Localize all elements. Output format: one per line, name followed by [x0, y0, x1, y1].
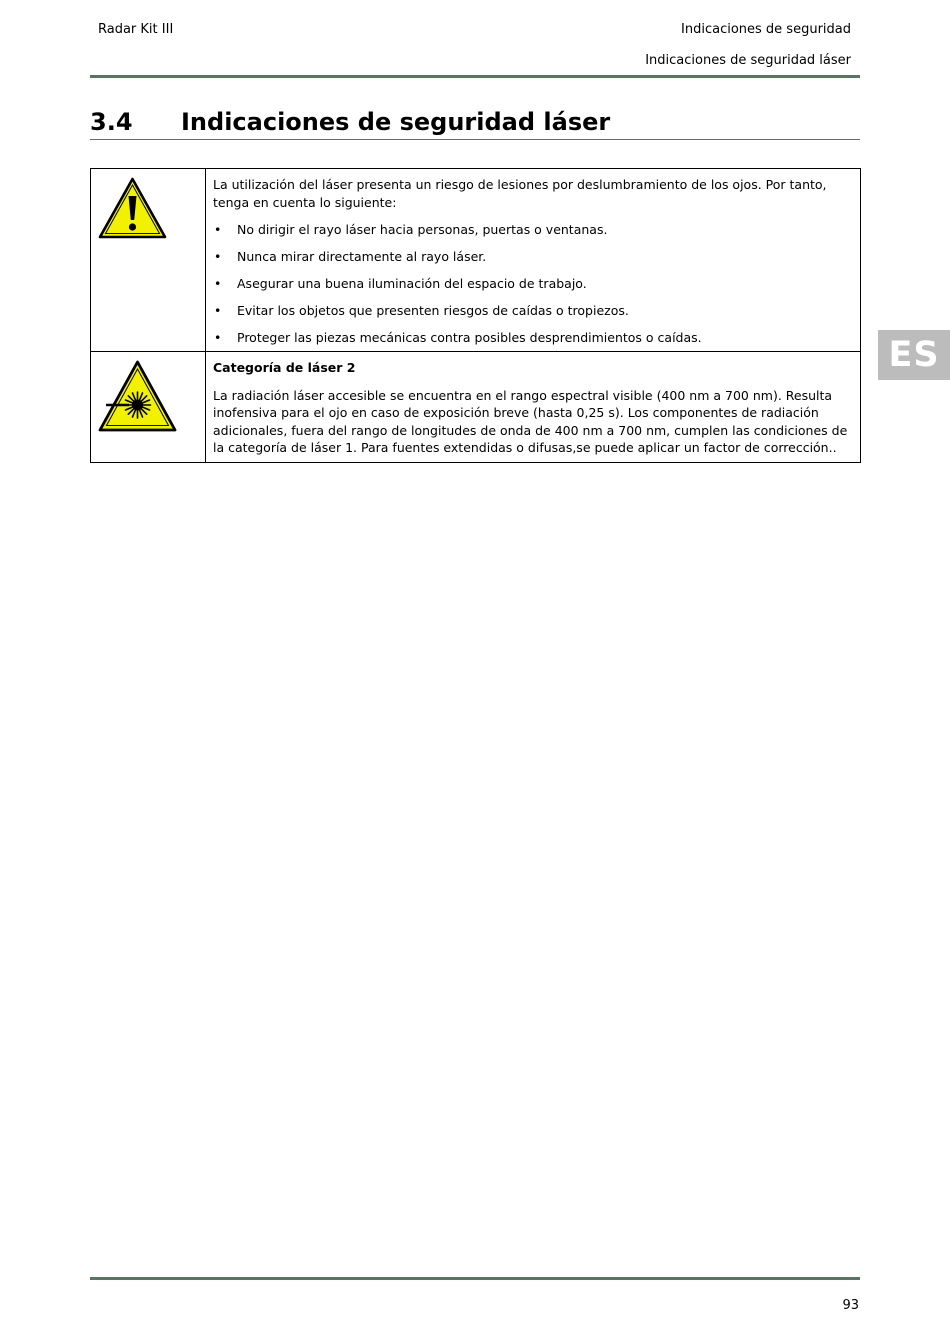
page-number: 93 — [842, 1298, 859, 1313]
header-chapter: Indicaciones de seguridad — [681, 22, 851, 37]
general-warning-row — [91, 169, 861, 352]
safety-instructions-list — [213, 221, 852, 347]
header-section: Indicaciones de seguridad láser — [645, 53, 851, 68]
language-tab-es: ES — [878, 330, 950, 380]
laser-warning-text — [206, 352, 861, 463]
header-product: Radar Kit III — [98, 22, 174, 37]
list-item: • Proteger las piezas mecánicas contra posibles desprendimientos o caídas. — [214, 329, 702, 345]
bullet-marker: • — [214, 302, 222, 318]
general-warning-intro: La utilización del láser presenta un riesgo de lesiones por deslumbramiento de los ojos. Por tanto, tenga en cuenta lo siguiente: — [213, 177, 827, 210]
list-item: • No dirigir el rayo láser hacia personas, puertas o ventanas. — [214, 221, 608, 237]
general-warning-icon — [98, 177, 167, 239]
laser-category-title: Categoría de láser 2 — [213, 360, 356, 375]
general-warning-icon-cell — [91, 169, 206, 352]
laser-warning-row — [91, 352, 861, 463]
general-warning-text — [206, 169, 861, 352]
bullet-marker: • — [214, 221, 222, 237]
bullet-marker: • — [214, 275, 222, 291]
footer-rule — [90, 1277, 860, 1280]
list-item: • Asegurar una buena iluminación del espacio de trabajo. — [214, 275, 587, 291]
bullet-marker: • — [214, 248, 222, 264]
bullet-marker: • — [214, 329, 222, 345]
list-item: • Nunca mirar directamente al rayo láser. — [214, 248, 487, 264]
laser-warning-icon-cell — [91, 352, 206, 463]
list-item: • Evitar los objetos que presenten riesgos de caídas o tropiezos. — [214, 302, 629, 318]
section-title: Indicaciones de seguridad láser — [181, 108, 611, 136]
laser-warning-icon — [98, 360, 177, 432]
safety-table — [90, 168, 861, 463]
laser-category-description: La radiación láser accesible se encuentra en el rango espectral visible (400 nm a 700 nm). Resulta inofensiva para el ojo en caso de exposición breve (hasta 0,25 s). Los componentes de radiación adicionales, fuera del rango de longitudes de onda de 400 nm a 700 nm, cumplen las condiciones de la categoría de láser 1. Para fuentes extendidas o difusas,se puede aplicar un factor de corrección.. — [213, 387, 848, 455]
header-rule — [90, 75, 860, 78]
section-number: 3.4 — [90, 108, 133, 136]
section-heading — [90, 108, 860, 140]
